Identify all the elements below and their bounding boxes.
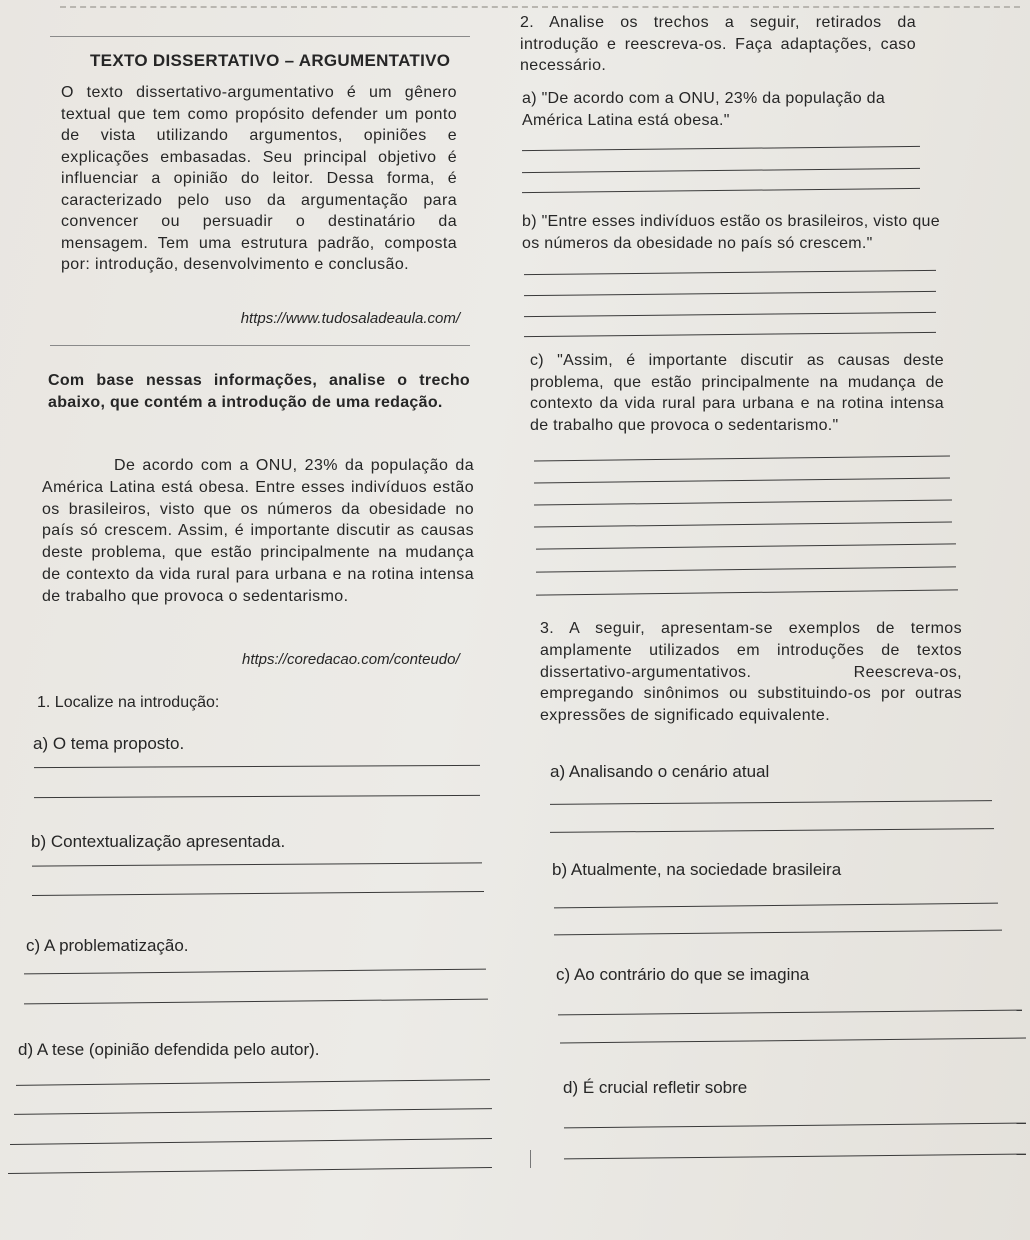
- concept-box-body: O texto dissertativo-argumentativo é um gênero textual que tem como propósito defender um ponto de vista utilizando argumentos, opiniões e explicações embasadas. Seu principal objetivo é influenciar a opinião do leitor. Dessa forma, é caracterizado pelo uso da argumentação para convencer ou persuadir o destinatário da mensagem. Tem uma estrutura padrão, composta por: introdução, desenvolvimento e conclusão.: [61, 84, 457, 273]
- answer-line[interactable]: [560, 1038, 1026, 1044]
- answer-line[interactable]: [524, 291, 936, 296]
- introduction-excerpt: De acordo com a ONU, 23% da população da América Latina está obesa. Entre esses indivíduos estão os brasileiros, visto que os números da obesidade no país só crescem. Assim, é importante discutir as causas deste problema, que estão principalmente na mudança de contexto da vida rural para urbana e na rotina intensa de trabalho que provoca o sedentarismo.: [42, 457, 474, 605]
- answer-line[interactable]: [34, 765, 480, 768]
- answer-line[interactable]: [24, 999, 488, 1005]
- answer-line[interactable]: [536, 543, 956, 549]
- answer-line[interactable]: [524, 312, 936, 317]
- concept-box: [50, 36, 470, 346]
- answer-line[interactable]: [524, 270, 936, 275]
- answer-line[interactable]: [534, 499, 952, 505]
- q3-item-b-label: b) Atualmente, na sociedade brasileira: [552, 860, 842, 879]
- answer-line[interactable]: [16, 1079, 490, 1086]
- answer-line[interactable]: [522, 146, 920, 151]
- q1-item-b-label: b) Contextualização apresentada.: [31, 832, 286, 851]
- answer-line[interactable]: [534, 455, 950, 461]
- answer-line[interactable]: [24, 969, 486, 975]
- q2-item-a-quote: a) "De acordo com a ONU, 23% da população da América Latina está obesa.": [522, 90, 886, 129]
- concept-box-source: https://www.tudosaladeaula.com/: [240, 310, 460, 327]
- q3-item-a-label: a) Analisando o cenário atual: [550, 762, 770, 781]
- answer-line[interactable]: [534, 521, 952, 527]
- column-divider: [530, 1150, 531, 1168]
- question-3-statement: 3. A seguir, apresentam-se exemplos de termos amplamente utilizados em introduções de textos dissertativo-argumentativos. Reescreva-os, empregando sinônimos ou substituindo-os por outras expressões de significado equivalente.: [540, 620, 962, 725]
- answer-line[interactable]: [554, 903, 998, 909]
- answer-line[interactable]: [558, 1010, 1022, 1016]
- q1-item-c-label: c) A problematização.: [26, 936, 189, 955]
- answer-line[interactable]: [524, 332, 936, 337]
- q1-item-a-label: a) O tema proposto.: [33, 734, 185, 753]
- q1-item-d-label: d) A tese (opinião defendida pelo autor).: [18, 1040, 320, 1059]
- answer-line[interactable]: [522, 188, 920, 193]
- answer-line[interactable]: [8, 1167, 492, 1174]
- answer-line[interactable]: [554, 930, 1002, 936]
- answer-line[interactable]: [536, 589, 958, 595]
- question-1-heading: 1. Localize na introdução:: [37, 694, 220, 711]
- q2-item-c-quote: c) "Assim, é importante discutir as causas deste problema, que estão principalmente na mudança de contexto da vida rural para urbana e na rotina intensa de trabalho que provoca o sedentarismo.": [530, 352, 944, 434]
- answer-line[interactable]: [550, 828, 994, 833]
- q2-item-b-quote: b) "Entre esses indivíduos estão os brasileiros, visto que os números da obesidade no país só crescem.": [522, 213, 940, 252]
- question-2-statement: 2. Analise os trechos a seguir, retirados da introdução e reescreva-os. Faça adaptações, caso necessário.: [520, 14, 916, 74]
- concept-box-title: TEXTO DISSERTATIVO – ARGUMENTATIVO: [90, 51, 451, 70]
- top-dashed-border: [60, 6, 1020, 8]
- answer-line[interactable]: [564, 1154, 1026, 1160]
- answer-line[interactable]: [14, 1108, 492, 1115]
- answer-line[interactable]: [522, 168, 920, 173]
- answer-line[interactable]: [536, 566, 956, 572]
- answer-line[interactable]: [10, 1138, 492, 1145]
- answer-line[interactable]: [32, 862, 482, 866]
- excerpt-source: https://coredacao.com/conteudo/: [242, 651, 460, 668]
- q3-item-c-label: c) Ao contrário do que se imagina: [556, 965, 810, 984]
- answer-line[interactable]: [564, 1123, 1026, 1129]
- answer-line[interactable]: [32, 891, 484, 896]
- answer-line[interactable]: [34, 795, 480, 798]
- analysis-instruction: Com base nessas informações, analise o trecho abaixo, que contém a introdução de uma redação.: [48, 372, 470, 411]
- answer-line[interactable]: [534, 477, 950, 483]
- q3-item-d-label: d) É crucial refletir sobre: [563, 1078, 748, 1097]
- answer-line[interactable]: [550, 800, 992, 805]
